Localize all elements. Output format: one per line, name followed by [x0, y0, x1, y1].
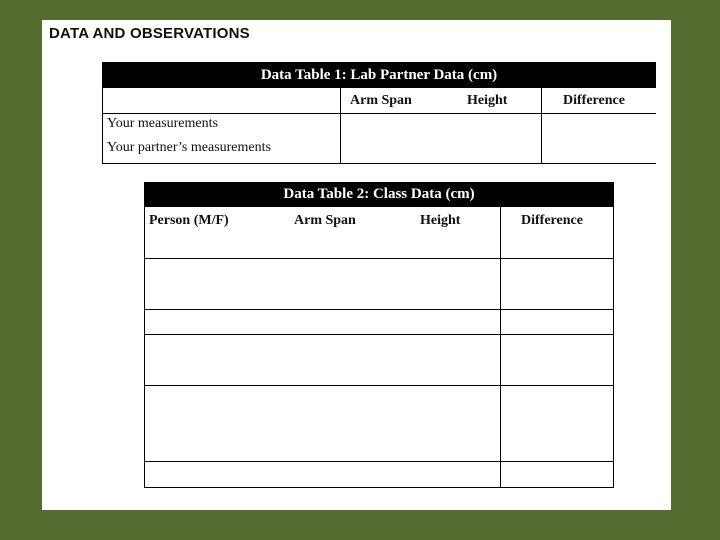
table1-left-border: [102, 88, 103, 164]
table1-header-difference: Difference: [563, 93, 625, 108]
table2-title-bar: [144, 182, 614, 207]
table2-row[interactable]: [145, 259, 613, 309]
table1-row-label: Your measurements: [107, 116, 218, 131]
table1-header-arm-span: Arm Span: [350, 93, 412, 108]
table1-title-bar: [102, 62, 656, 88]
table2-right-border: [613, 207, 614, 488]
table1-input-cell[interactable]: [341, 114, 541, 163]
table2-row[interactable]: [145, 462, 613, 487]
table2-title: Data Table 2: Class Data (cm): [283, 186, 475, 202]
table2-row[interactable]: [145, 386, 613, 461]
table2-header-arm-span: Arm Span: [294, 213, 356, 228]
table2-bottom-border: [144, 487, 614, 488]
table2-row[interactable]: [145, 310, 613, 334]
table1-title: Data Table 1: Lab Partner Data (cm): [260, 66, 498, 83]
table2-header-person: Person (M/F): [149, 213, 229, 228]
table1-header-height: Height: [467, 93, 508, 108]
table2-header-difference: Difference: [521, 213, 583, 228]
table2-header-height: Height: [420, 213, 461, 228]
data-table-1: [102, 62, 656, 164]
table1-input-cell[interactable]: [542, 114, 656, 163]
data-table-2: [144, 182, 614, 488]
section-title: DATA AND OBSERVATIONS: [49, 25, 250, 42]
table1-bottom-border: [102, 163, 656, 164]
table1-row-label: Your partner’s measurements: [107, 140, 271, 155]
table2-row[interactable]: [145, 335, 613, 385]
